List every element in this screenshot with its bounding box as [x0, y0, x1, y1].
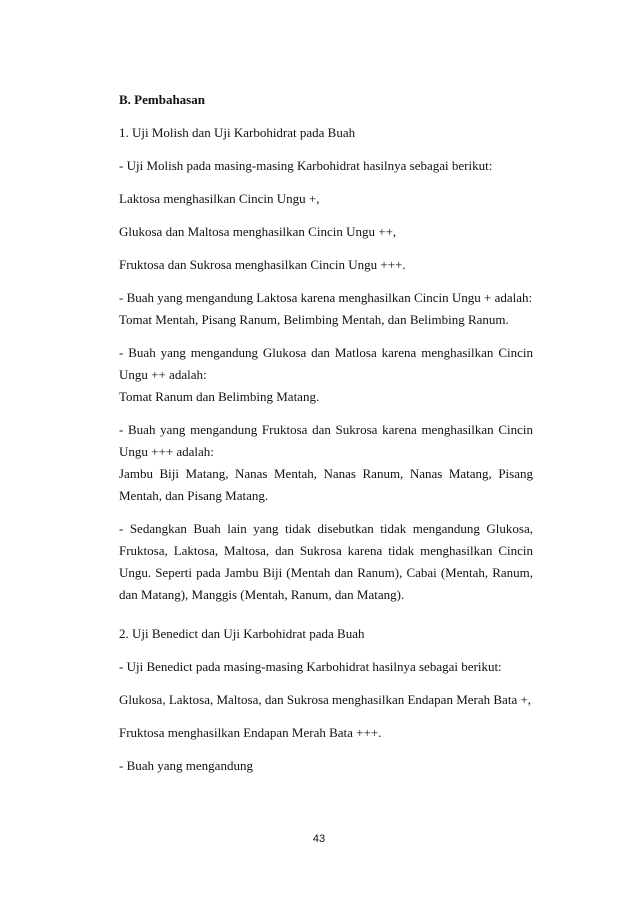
glukosa-fruits: Tomat Ranum dan Belimbing Matang.	[119, 389, 320, 404]
benedict-subsection-title: 2. Uji Benedict dan Uji Karbohidrat pada Buah	[119, 626, 365, 641]
laktosa-paragraph-line2: Tomat Mentah, Pisang Ranum, Belimbing Mentah, dan Belimbing Ranum.	[119, 312, 509, 327]
fruktosa-paragraph: - Buah yang mengandung Fruktosa dan Sukrosa karena menghasilkan Cincin Ungu +++ adalah:	[119, 422, 533, 459]
page-number: 43	[312, 833, 326, 845]
glukosa-paragraph: - Buah yang mengandung Glukosa dan Matlosa karena menghasilkan Cincin Ungu ++ adalah:	[119, 345, 533, 382]
section-heading: B. Pembahasan	[119, 92, 205, 107]
molish-result-laktosa: Laktosa menghasilkan Cincin Ungu +,	[119, 191, 320, 206]
fruktosa-fruits: Jambu Biji Matang, Nanas Mentah, Nanas Ranum, Nanas Matang, Pisang Mentah, dan Pisang Matang.	[119, 466, 533, 503]
others-paragraph: - Sedangkan Buah lain yang tidak disebutkan tidak mengandung Glukosa, Fruktosa, Laktosa, Maltosa, dan Sukrosa karena tidak menghasilkan Cincin Ungu. Seperti pada Jambu Biji (Mentah dan Ranum), Cabai (Mentah, Ranum, dan Matang), Manggis (Mentah, Ranum, dan Matang).	[119, 521, 533, 602]
benedict-result-fruktosa: Fruktosa menghasilkan Endapan Merah Bata +++.	[119, 725, 382, 740]
molish-result-glukosa-maltosa: Glukosa dan Maltosa menghasilkan Cincin Ungu ++,	[119, 224, 397, 239]
benedict-intro: - Uji Benedict pada masing-masing Karbohidrat hasilnya sebagai berikut:	[119, 659, 502, 674]
molish-subsection-title: 1. Uji Molish dan Uji Karbohidrat pada Buah	[119, 125, 356, 140]
benedict-buah-line: - Buah yang mengandung	[119, 758, 253, 773]
benedict-result-group: Glukosa, Laktosa, Maltosa, dan Sukrosa menghasilkan Endapan Merah Bata +,	[119, 692, 532, 707]
molish-intro: - Uji Molish pada masing-masing Karbohidrat hasilnya sebagai berikut:	[119, 158, 493, 173]
laktosa-paragraph-line1: - Buah yang mengandung Laktosa karena menghasilkan Cincin Ungu + adalah:	[119, 290, 533, 305]
molish-result-fruktosa-sukrosa: Fruktosa dan Sukrosa menghasilkan Cincin Ungu +++.	[119, 257, 406, 272]
